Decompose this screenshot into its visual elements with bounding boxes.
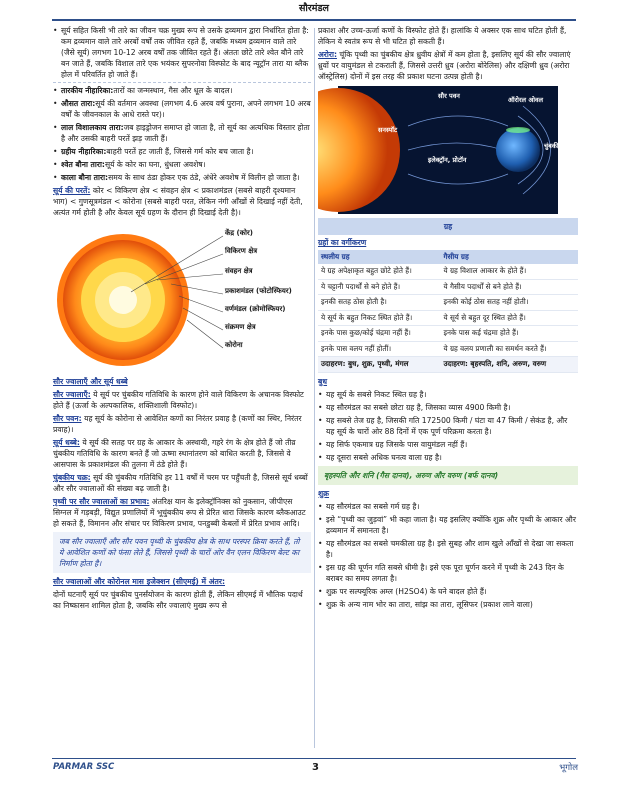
solar-wind-illustration (318, 86, 578, 214)
page-number: 3 (312, 762, 319, 773)
column-divider (314, 28, 315, 748)
star-stage-item (53, 159, 311, 170)
cycle-text: सूर्य की चुंबकीय गतिविधि हर 11 वर्षों में चरम पर पहुँचती है, जिससे सूर्य धब्बों और सौर ज्वालाओं की संख्या बढ़ जाती है। (53, 473, 308, 493)
table-body (318, 264, 578, 372)
cme-text: दोनों घटनाएँ सूर्य पर चुंबकीय पुनर्संयोजन के कारण होती हैं, लेकिन सीएमई में भौतिक पदार्थ का निष्कासन शामिल होता है, जबकि सौर ज्वालाएं मुख्य रूप से (53, 590, 303, 610)
venus-fact: • यह सौरमंडल का सबसे गर्म ग्रह है। (318, 501, 578, 512)
venus-heading: शुक्र (318, 488, 329, 498)
sunspot-term: सूर्य धब्बे: (53, 438, 80, 447)
star-stage-term: लाल विशालकाय तारा: (61, 123, 124, 132)
table-row (318, 295, 578, 310)
left-column (53, 25, 311, 613)
table-cell: ये सूर्य से बहुत दूर स्थित होते हैं। (440, 310, 578, 325)
figure-label-flare: सनस्पॉट (378, 126, 398, 134)
table-cell: ये ग्रह विशाल आकार के होते हैं। (440, 264, 578, 279)
flare-heading: सौर ज्वालाएँ और सूर्य धब्बे (53, 377, 128, 386)
sun-layer-label: कोरोना (225, 341, 243, 349)
table-header-cell: गैसीय ग्रह (440, 250, 578, 264)
mercury-heading: बुध (318, 376, 328, 386)
auroral-oval-shape (506, 127, 530, 133)
star-stage-term: श्वेत बौना तारा: (61, 160, 105, 169)
planets-bar: ग्रह (318, 218, 578, 235)
star-stage-term: काला बौना तारा: (61, 173, 109, 182)
table-cell: ये ग्रह वलय प्रणाली का समर्थन करते हैं। (440, 341, 578, 356)
impact-text: अंतरिक्ष यान के इलेक्ट्रॉनिक्स को नुकसान, जीपीएस सिग्नल में गड़बड़ी, विद्युत प्रणालियों में भूचुंबकीय रूप से प्रेरित धारा जिसके कारण ब्लैकआउट हो सकते हैं, विमानन और संचार पर विकिरण प्रभाव, पनडुब्बी केबलों में प्रेरित प्रभाव आदि। (53, 497, 306, 528)
sunspot-paragraph (53, 437, 311, 470)
page-header: सौरमंडल (299, 3, 329, 14)
star-stage-item (53, 85, 311, 96)
sun-layers-diagram (53, 222, 311, 372)
wind-text: यह सूर्य के कोरोना से आवेशित कणों का निरंतर प्रवाह है (कणों का स्थिर, निरंतर प्रवाह)। (53, 414, 302, 434)
figure-label-aurora: ऑरोरल ओवल (508, 96, 543, 104)
impact-paragraph (53, 496, 311, 529)
sun-layer-label: वर्णमंडल (क्रोमोस्फियर) (225, 305, 286, 313)
star-stage-term: तारकीय नीहारिका: (61, 86, 114, 95)
aurora-text: चूंकि पृथ्वी का चुंबकीय क्षेत्र ध्रुवीय क्षेत्रों में कम होता है, इसलिए सूर्य की सौर ज्वालाएं ध्रुवों पर वायुमंडल से टकराती हैं, जिससे उत्तरी ध्रुव (अरोरा बोरेलिस) और दक्षिणी ध्रुव (अरोरा ऑस्ट्रेलिस) दोनों में इस तरह की प्रकाश घटना उत्पन्न होती है। (318, 50, 571, 81)
aurora-paragraph (318, 49, 578, 82)
table-cell: इनके पास कुछ/कोई चंद्रमा नहीं हैं। (318, 326, 440, 341)
classification-heading: ग्रहों का वर्गीकरण (318, 238, 367, 247)
star-stage-text: सूर्य के कोर का घना, धुंधला अवशेष। (104, 160, 206, 169)
mercury-fact: • यह सौरमंडल का सबसे छोटा ग्रह है, जिसका व्यास 4900 किमी है। (318, 402, 578, 413)
sun-cutaway-figure (53, 222, 311, 372)
star-stage-text: सूर्य की वर्तमान अवस्था (लगभग 4.6 अरब वर्ष पुराना, अपने लगभग 10 अरब वर्षों के जीवनकाल के आधे रास्ते पर)। (61, 99, 311, 119)
star-stage-item (53, 122, 311, 144)
star-stage-item (53, 172, 311, 183)
table-cell: इनके पास वलय नहीं होतीं। (318, 341, 440, 356)
table-cell: इनकी कोई ठोस सतह नहीं होती। (440, 295, 578, 310)
aurora-term: अरोरा: (318, 50, 337, 59)
wind-term: सौर पवन: (53, 414, 82, 423)
table-cell: इनके पास कई चंद्रमा होते हैं। (440, 326, 578, 341)
table-row (318, 341, 578, 356)
star-stage-item (53, 98, 311, 120)
mercury-fact: • यह सूर्य के सबसे निकट स्थित ग्रह है। (318, 389, 578, 400)
star-stage-text: बाहरी परतें हट जाती हैं, जिससे गर्म कोर बच जाता है। (106, 147, 254, 156)
earth-shape (496, 128, 540, 172)
divider (53, 82, 311, 83)
star-stage-text: समय के साथ ठंडा होकर एक ठंडे, अंधेरे अवशेष में विलीन हो जाता है। (108, 173, 300, 182)
cme-heading: सौर ज्वालाओं और कोरोनल मास इजेक्शन (सीएमई) में अंतर: (53, 577, 226, 586)
cycle-paragraph (53, 472, 311, 494)
header-rule (52, 19, 576, 21)
table-cell: ये चट्टानी पदार्थों से बने होते हैं। (318, 279, 440, 294)
footer-rule (52, 758, 576, 759)
table-example-row (318, 357, 578, 372)
right-column (318, 25, 578, 612)
venus-fact: • शुक्र पर सल्फ्यूरिक अम्ल (H2SO4) के घने बादल होते हैं। (318, 586, 578, 597)
star-stage-term: ग्रहीय नीहारिका: (61, 147, 107, 156)
table-example-cell: उदाहरण: बृहस्पति, शनि, अरुण, वरुण (440, 357, 578, 372)
layers-text: कोर < विकिरण क्षेत्र < संवहन क्षेत्र < प्रकाशमंडल (सबसे बाहरी दृश्यमान भाग) < गुणसूत्रमंडल < कोरोना (सबसे बाहरी परत, लेकिन नंगी आँखों से दिखाई नहीं देती, अत्यंत गर्म होती है और केवल सूर्य ग्रहण के दौरान ही दिखाई देती है)। (53, 186, 303, 217)
cycle-term: चुंबकीय चक्र: (53, 473, 91, 482)
sun-layer-label: केंद्र (कोर) (225, 229, 253, 237)
giants-note: बृहस्पति और शनि (गैस दानव), अरुण और वरुण (बर्फ दानव) (318, 466, 578, 485)
figure-label-particles: इलेक्ट्रॉन, प्रोटॉन (428, 156, 467, 164)
table-example-cell: उदाहरण: बुध, शुक्र, पृथ्वी, मंगल (318, 357, 440, 372)
table-cell: ये सूर्य के बहुत निकट स्थित होते हैं। (318, 310, 440, 325)
table-cell: ये गैसीय पदार्थों से बने होते हैं। (440, 279, 578, 294)
van-allen-note: जब सौर ज्वालाएँ और सौर पवन पृथ्वी के चुंबकीय क्षेत्र के साथ परस्पर क्रिया करते हैं, तो ये आवेशित कणों को फंसा लेते हैं, जिससे पृथ्वी के चारों ओर वैन एलन विकिरण बेल्ट का निर्माण होता है। (53, 532, 311, 573)
impact-term: पृथ्वी पर सौर ज्वालाओं का प्रभाव: (53, 497, 150, 506)
table-cell: ये ग्रह अपेक्षाकृत बहुत छोटे होते हैं। (318, 264, 440, 279)
page-footer (53, 762, 578, 776)
table-row (318, 310, 578, 325)
planet-classification-table (318, 250, 578, 373)
flare-paragraph (53, 389, 311, 411)
star-stage-term: औसत तारा: (61, 99, 96, 108)
venus-fact: • यह सौरमंडल का सबसे चमकीला ग्रह है। इसे सुबह और शाम खुले आँखों से देखा जा सकता है। (318, 538, 578, 560)
venus-fact: • इस ग्रह की घूर्णन गति सबसे धीमी है। इसे एक पूरा घूर्णन करने में पृथ्वी के 243 दिन के बराबर का समय लगता है। (318, 562, 578, 584)
footer-subject: भूगोल (559, 763, 578, 773)
mercury-fact: • यह सबसे तेज ग्रह है, जिसकी गति 172500 किमी / घंटा या 47 किमी / सेकंड है, और यह सूर्य के चारों ओर 88 दिनों में एक पूर्ण परिक्रमा करता है। (318, 415, 578, 437)
venus-facts (318, 501, 578, 610)
table-header-row (318, 250, 578, 264)
table-row (318, 279, 578, 294)
star-stage-item (53, 146, 311, 157)
sun-layer-label: संक्रमण क्षेत्र (225, 323, 256, 331)
flare-term: सौर ज्वालाएँ: (53, 390, 91, 399)
sun-layer-label: संवहन क्षेत्र (225, 267, 253, 275)
footer-brand: PARMAR SSC (53, 762, 115, 772)
table-row (318, 264, 578, 279)
layers-title: सूर्य की परतें: (53, 186, 91, 195)
star-stage-text: तारों का जन्मस्थान, गैस और धूल के बादल। (113, 86, 233, 95)
figure-label-wind: सौर पवन (438, 92, 460, 100)
venus-fact: • शुक्र के अन्य नाम भोर का तारा, सांझ का तारा, लूसिफर (प्रकाश लाने वाला) (318, 599, 578, 610)
star-stage-text: जब हाइड्रोजन समाप्त हो जाता है, तो सूर्य का अत्यधिक विस्तार होता है और उसकी बाहरी परतें झड़ जाती हैं। (61, 123, 310, 143)
intro-paragraph: • सूर्य सहित किसी भी तारे का जीवन चक्र मुख्य रूप से उसके द्रव्यमान द्वारा निर्धारित होता है: कम द्रव्यमान वाले तारे अरबों वर्षों तक जीवित रहते हैं, जबकि मध्यम द्रव्यमान वाले तारे (जैसे सूर्य) लगभग 10-12 अरब वर्षों तक जीवित रहते हैं। अंततः छोटे तारे श्वेत बौने तारे बन जाते हैं, जबकि विशाल तारे एक भयंकर सुपरनोवा विस्फोट के बाद न्यूट्रॉन तारा या ब्लैक होल में परिवर्तित हो जाते हैं। (53, 25, 311, 80)
wind-paragraph (53, 413, 311, 435)
flare-text: ये सूर्य पर चुंबकीय गतिविधि के कारण होने वाले विकिरण के अचानक विस्फोट होते हैं (ऊर्जा के अल्पकालिक, शक्तिशाली विस्फोट)। (53, 390, 304, 410)
continued-text: प्रकाश और उच्च-ऊर्जा कणों के विस्फोट होते हैं। हालांकि ये अक्सर एक साथ घटित होती हैं, लेकिन ये स्वतंत्र रूप से भी घटित हो सकती हैं। (318, 26, 567, 46)
sunspot-text: ये सूर्य की सतह पर ग्रह के आकार के अस्थायी, गहरे रंग के क्षेत्र होते हैं जो तीव्र चुंबकीय गतिविधि के कारण बनते हैं जो ऊष्मा स्थानांतरण को बाधित करती है, जिससे वे आसपास के प्रकाशमंडल की तुलना में ठंडे होते हैं। (53, 438, 296, 469)
figure-label-field: चुंबकीय क्षेत्र (544, 142, 573, 150)
table-cell: इनकी सतह ठोस होती है। (318, 295, 440, 310)
mercury-fact: • यह दूसरा सबसे अधिक घनत्व वाला ग्रह है। (318, 452, 578, 463)
mercury-facts (318, 389, 578, 463)
mercury-fact: • यह सिर्फ एकमात्र ग्रह जिसके पास वायुमंडल नहीं हैं। (318, 439, 578, 450)
table-header-cell: स्थलीय ग्रह (318, 250, 440, 264)
table-row (318, 326, 578, 341)
sun-layer-label: प्रकाशमंडल (फोटोस्फियर) (225, 287, 292, 295)
star-stage-list (53, 85, 311, 183)
venus-fact: • इसे “पृथ्वी का जुड़वां” भी कहा जाता है। यह इसलिए क्योंकि शुक्र और पृथ्वी के आकार और द्रव्यमान में समानता है। (318, 514, 578, 536)
layers-paragraph (53, 185, 311, 218)
sun-layer-label: विकिरण क्षेत्र (225, 247, 258, 255)
